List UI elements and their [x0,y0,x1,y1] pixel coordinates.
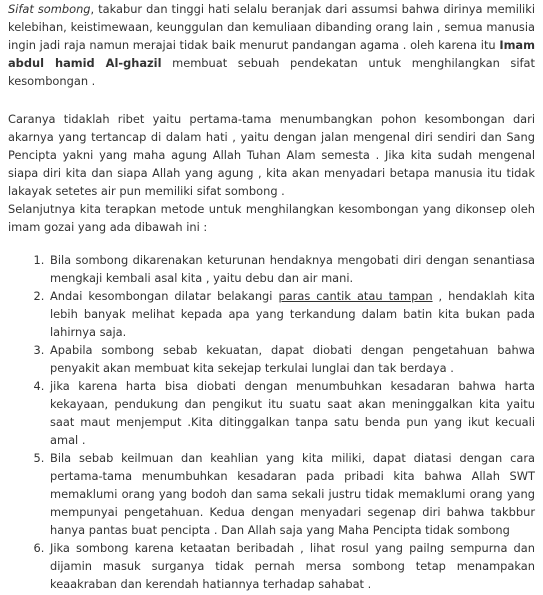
intro-text-1: , takabur dan tinggi hati selalu beranjak dari assumsi bahwa dirinya memiliki kelebihan, keistimewaan, keunggulan dan kemuliaan dibanding orang lain , semua manusia ingin jadi raja namun merajai tidak baik menurut pandangan agama . oleh karena itu [8,2,535,52]
step-text-before-link: Andai kesombongan dilatar belakangi [50,289,279,303]
steps-list [8,251,535,593]
step-text: Bila sombong dikarenakan keturunan hendaknya mengobati diri dengan senantiasa mengkaji kembali asal kita , yaitu debu dan air mani. [50,253,535,285]
list-item [48,377,535,449]
method-text-1: Caranya tidaklah ribet yaitu pertama-tama menumbangkan pohon kesombongan dari akarnya yang tertancap di dalam hati , yaitu dengan jalan mengenal diri sendiri dan Sang Pencipta yakni yang maha agung Allah Tuhan Alam semesta . Jika kita sudah mengenal siapa diri kita dan siapa Allah yang agung , kita akan menyadari betapa manusia itu tidak lakayak setetes air pun memiliki sifat sombong . [8,112,535,198]
intro-term: Sifat sombong [8,2,91,16]
step-text: Bila sebab keilmuan dan keahlian yang kita miliki, dapat diatasi dengan cara pertama-tama menumbuhkan kesadaran pada pribadi kita bahwa Allah SWT memaklumi orang yang bodoh dan sama sekali justru tidak memaklumi orang yang mempunyai pengetahuan. Kedua dengan menyadari segenap diri bahwa takbbur hanya pantas buat pencipta . Dan Allah saja yang Maha Pencipta tidak sombong [50,451,535,537]
intro-text-2: membuat sebuah pendekatan untuk menghilangkan sifat kesombongan . [8,56,535,88]
intro-author: Imam abdul hamid Al-ghazil [8,38,535,70]
step-text: Apabila sombong sebab kekuatan, dapat diobati dengan pengetahuan bahwa penyakit akan membuat kita sekejap terkulai lunglai dan tak berdaya . [50,343,535,375]
list-item [48,539,535,593]
method-text-2: Selanjutnya kita terapkan metode untuk menghilangkan kesombongan yang dikonsep oleh imam gozai yang ada dibawah ini : [8,202,535,234]
step-text-after-link: , hendaklah kita lebih banyak melihat kepada apa yang terkandung dalam batin kita bukan pada lahirnya saja. [50,289,535,339]
list-item [48,449,535,539]
step-text: jika karena harta bisa diobati dengan menumbuhkan kesadaran bahwa harta kekayaan, pendukung dan pengikut itu suatu saat akan meninggalkan kita yaitu saat maut menjemput .Kita ditinggalkan tanpa satu benda pun yang ikut kecuali amal . [50,379,535,447]
list-item [48,287,535,341]
step-text: Jika sombong karena ketaatan beribadah , lihat rosul yang pailng sempurna dan dijamin masuk surganya tidak pernah mersa sombong tetap menampakan keaakraban dan kerendah hatiannya terhadap sahabat . [50,541,535,591]
beauty-link[interactable]: paras cantik atau tampan [278,289,433,303]
list-item [48,251,535,287]
intro-paragraph [8,0,535,90]
method-paragraph [8,110,535,236]
list-item [48,341,535,377]
